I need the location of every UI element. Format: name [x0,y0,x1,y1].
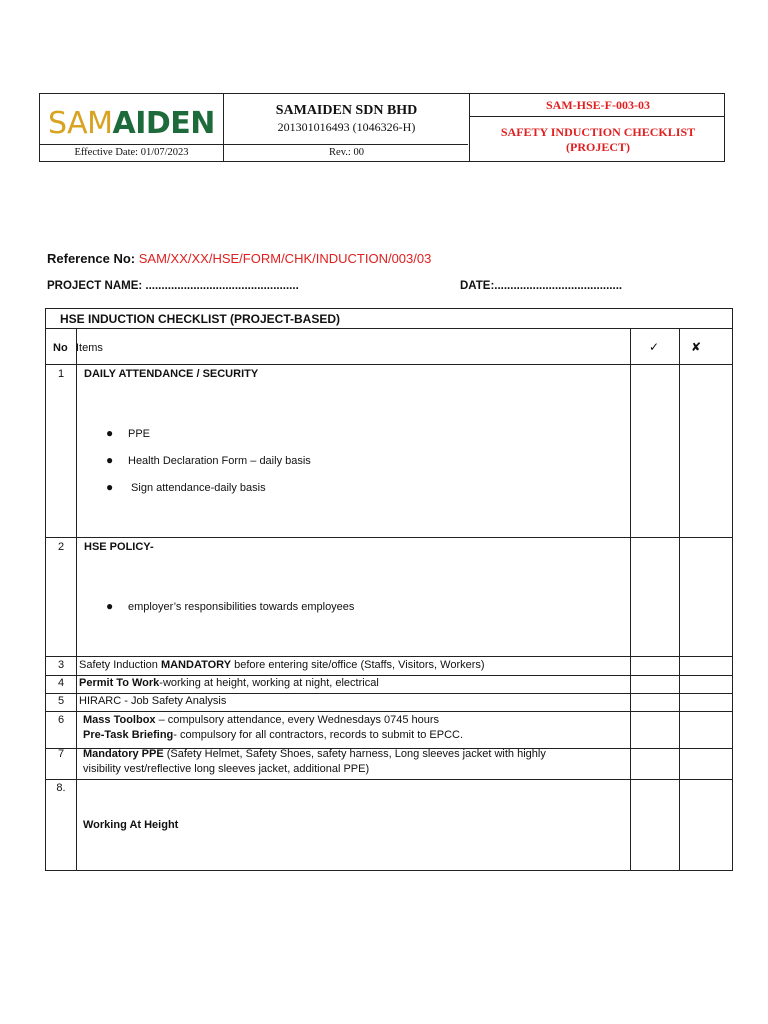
document-title-sub: (PROJECT) [566,140,630,154]
reference-value: SAM/XX/XX/HSE/FORM/CHK/INDUCTION/003/03 [138,251,432,266]
date-field[interactable]: DATE:........................................ [460,280,623,292]
header-divider [469,116,724,117]
row-item: Mass Toolbox – compulsory attendance, every Wednesdays 0745 hours [83,714,440,726]
list-item: ● PPE [106,426,151,440]
column-header-check: ✓ [649,340,660,354]
row-title: Working At Height [83,819,179,831]
row-item: Safety Induction MANDATORY before entering site/office (Staffs, Visitors, Workers) [79,659,485,671]
bullet-icon: ● [106,426,114,440]
cross-cell[interactable] [680,365,732,537]
row-item-line2: visibility vest/reflective long sleeves jacket, additional PPE) [83,763,370,775]
project-name-field[interactable]: PROJECT NAME: ................................................ [47,280,299,292]
bullet-icon: ● [106,599,114,613]
table-line [76,328,77,870]
company-registration: 201301016493 (1046326-H) [277,120,416,134]
row-title: HSE POLICY- [84,541,154,553]
list-item: ● Health Declaration Form – daily basis [106,453,311,467]
document-title: SAFETY INDUCTION CHECKLIST [500,125,696,139]
row-number: 1 [57,368,65,380]
row-title: DAILY ATTENDANCE / SECURITY [84,368,259,380]
bullet-icon: ● [106,480,114,494]
header-divider [40,144,468,145]
document-code: SAM-HSE-F-003-03 [546,98,650,112]
column-header-no: No [53,342,68,354]
row-number: 6 [57,714,65,726]
company-logo: SAMAIDEN [48,106,215,141]
revision-number: Rev.: 00 [329,147,364,158]
reference-number [47,251,431,266]
bullet-icon: ● [106,453,114,467]
table-title: HSE INDUCTION CHECKLIST (PROJECT-BASED) [60,312,341,326]
list-item: ● employer’s responsibilities towards employees [106,599,355,613]
document-header [39,93,725,162]
induction-checklist-table [45,308,733,871]
row-number: 4 [57,677,65,689]
row-item: HIRARC - Job Safety Analysis [79,695,227,707]
reference-label: Reference No: [47,251,136,266]
check-cell[interactable] [631,365,679,537]
row-item: Permit To Work-working at height, working at night, electrical [79,677,379,689]
row-number: 2 [57,541,65,553]
row-item-line2: Pre-Task Briefing- compulsory for all contractors, records to submit to EPCC. [83,729,464,741]
effective-date: Effective Date: 01/07/2023 [74,147,189,158]
company-name: SAMAIDEN SDN BHD [275,103,418,118]
list-item: ● Sign attendance-daily basis [106,480,266,494]
row-item: Mandatory PPE (Safety Helmet, Safety Shoes, safety harness, Long sleeves jacket with highly [83,748,546,760]
row-number: 7 [57,748,65,760]
row-number: 3 [57,659,65,671]
column-header-cross: ✘ [691,340,702,354]
row-number: 8. [56,782,66,794]
row-number: 5 [57,695,65,707]
column-header-items: Items [76,342,103,354]
